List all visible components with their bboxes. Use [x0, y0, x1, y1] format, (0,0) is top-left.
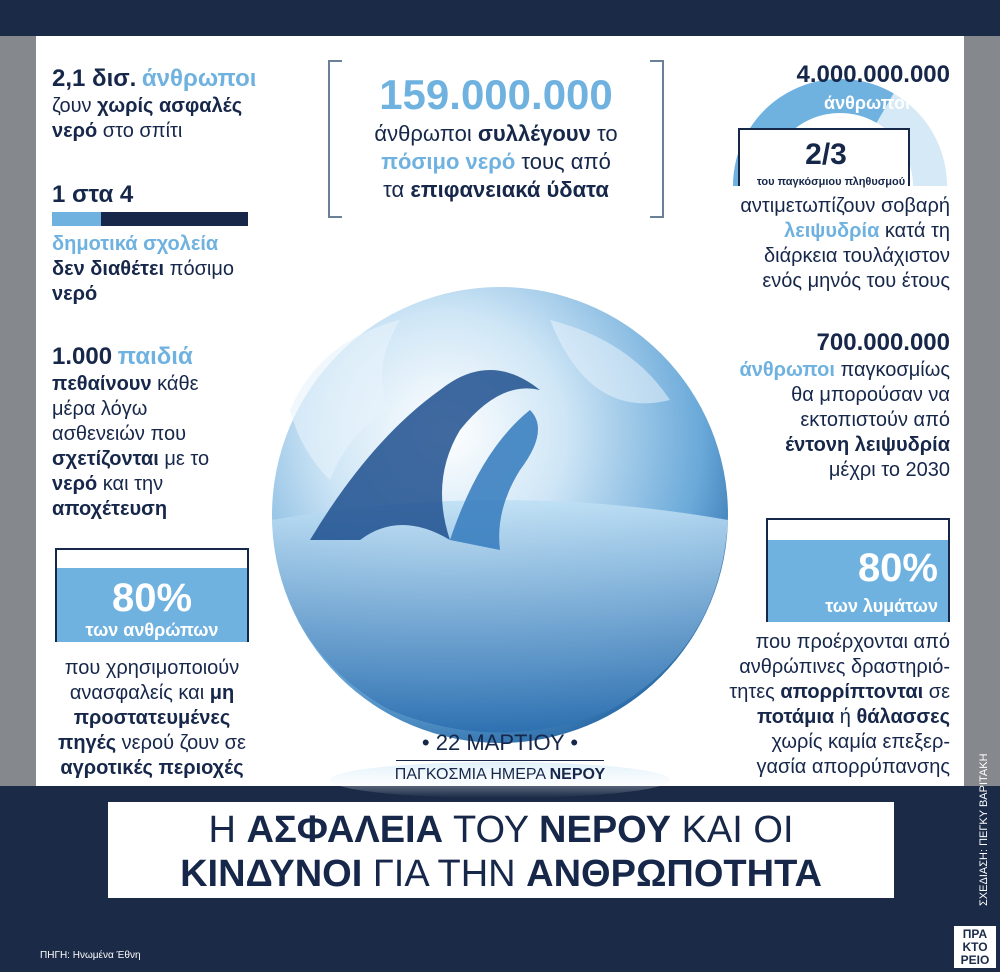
stat-text: εκτοπιστούν από — [800, 409, 950, 431]
stat-text-bold: πηγές — [58, 732, 117, 754]
stat-text-bold: μη — [209, 682, 235, 704]
ratio-bar-fill — [52, 212, 101, 226]
stat-text: τητες — [729, 681, 775, 703]
stat-text: γασία απορρύπανσης — [756, 756, 950, 778]
title-word: Η — [208, 809, 236, 851]
stat-text: τους από — [521, 149, 611, 174]
stat-children-deaths — [52, 342, 272, 522]
stat-number: 4.000.000.000 — [796, 61, 950, 88]
stat-text: παγκοσμίως — [840, 359, 950, 381]
stat-scarcity-text — [700, 194, 950, 294]
percent-label: των λυμάτων — [825, 596, 938, 616]
stat-text: μέρα λόγω — [52, 398, 148, 420]
stat-text-bold: νερό — [52, 283, 98, 305]
percent-box-sewage — [766, 518, 950, 622]
stat-text-bold: συλλέγουν — [477, 121, 591, 146]
bullet-right: • — [570, 730, 579, 755]
stat-number-large: 159.000.000 — [379, 71, 613, 118]
stat-text-blue: άνθρωποι — [739, 359, 835, 381]
publisher-logo: ΠΡΑ ΚΤΟ ΡΕΙΟ — [954, 926, 996, 968]
stat-text: που προέρχονται από — [755, 631, 950, 653]
stat-text: νερού ζουν σε — [121, 732, 246, 754]
stat-number: 700.000.000 — [816, 329, 950, 356]
percent-box-people — [55, 548, 249, 642]
stat-word: παιδιά — [117, 343, 193, 370]
title-banner — [108, 802, 894, 898]
title-word: ΤΟΥ — [452, 809, 529, 851]
fraction-value: 2/3 — [805, 138, 847, 171]
stat-number: 2,1 δισ. — [52, 65, 137, 92]
date-caption-text: ΠΑΓΚΟΣΜΙΑ ΗΜΕΡΑ — [394, 766, 546, 783]
stat-text: θα μπορούσαν να — [791, 384, 950, 406]
stat-displaced — [700, 328, 950, 483]
title-word-bold: ΚΙΝΔΥΝΟΙ — [180, 853, 363, 895]
stat-text: ζουν — [52, 95, 92, 117]
title-word: ΓΙΑ ΤΗΝ — [372, 853, 516, 895]
title-word-bold: ΑΝΘΡΩΠΟΤΗΤΑ — [526, 853, 822, 895]
stat-text: με το — [164, 448, 210, 470]
stat-text-bold: πεθαίνουν — [52, 373, 152, 395]
stat-text: που χρησιμοποιούν — [64, 657, 240, 679]
stat-text-bold: αγροτικές περιοχές — [60, 757, 244, 779]
stat-text-bold: θάλασσες — [856, 706, 950, 728]
stat-text: άνθρωποι — [374, 121, 472, 146]
stat-text-blue: δημοτικά σχολεία — [52, 233, 219, 255]
stat-text-blue: λειψυδρία — [784, 220, 880, 242]
title-word-bold: ΝΕΡΟΥ — [539, 809, 672, 851]
stat-word: άνθρωποι — [141, 65, 257, 92]
stat-schools — [52, 180, 272, 307]
top-frame-bar — [0, 0, 1000, 36]
percent-value: 80% — [857, 546, 938, 590]
stat-text-bold: σχετίζονται — [52, 448, 159, 470]
stat-text: κάθε — [157, 373, 199, 395]
date-caption-bold: ΝΕΡΟΥ — [549, 766, 606, 783]
stat-text: τα — [383, 177, 405, 202]
stat-sewage — [700, 630, 950, 780]
stat-text: μέχρι το 2030 — [828, 459, 950, 481]
stat-text-bold: νερό — [52, 473, 98, 495]
stat-text-bold: έντονη λειψυδρία — [785, 434, 950, 456]
stat-text: ή — [839, 706, 851, 728]
stat-text: αντιμετωπίζουν σοβαρή — [740, 195, 950, 217]
percent-label: των ανθρώπων — [85, 620, 219, 640]
stat-text: σε — [928, 681, 950, 703]
title-line-1 — [108, 808, 894, 852]
stat-text-bold: ποτάμια — [757, 706, 835, 728]
stat-text-blue: πόσιμο νερό — [381, 149, 516, 174]
stat-text-bold: απορρίπτονται — [780, 681, 924, 703]
stat-unsafe-sources — [44, 656, 260, 781]
stat-text: ασθενειών που — [52, 423, 187, 445]
stat-text: στο σπίτι — [102, 120, 183, 142]
date-day: 22 ΜΑΡΤΙΟΥ — [435, 730, 565, 755]
design-credit: ΣΧΕΔΙΑΣΗ: ΠΕΓΚΥ ΒΑΡΙΤΑΚΗ — [978, 753, 990, 906]
title-word: ΚΑΙ ΟΙ — [681, 809, 794, 851]
stat-text: το — [596, 121, 618, 146]
stat-number: 1.000 — [52, 343, 113, 370]
ratio-bar — [52, 212, 248, 226]
title-word-bold: ΑΣΦΑΛΕΙΑ — [246, 809, 444, 851]
stat-text: διάρκεια τουλάχιστον — [764, 245, 950, 267]
stat-word-white: άνθρωποι — [824, 93, 910, 113]
stat-text: χωρίς καμία επεξερ- — [771, 731, 950, 753]
stat-text-bold: χωρίς ασφαλές — [97, 95, 243, 117]
stat-text: ανθρώπινες δραστηριό- — [739, 656, 950, 678]
credit-column — [974, 726, 994, 910]
fraction-caption: του παγκόσμιου πληθυσμού — [756, 176, 906, 188]
title-line-2 — [108, 852, 894, 896]
stat-surface-water — [330, 70, 662, 204]
stat-ratio: 1 στα 4 — [52, 181, 134, 208]
stat-text: ανασφαλείς και — [69, 682, 205, 704]
stat-text-bold: προστατευμένες — [73, 707, 231, 729]
stat-text: και την — [102, 473, 164, 495]
stat-scarcity — [700, 60, 950, 116]
percent-value: 80% — [111, 576, 193, 620]
source-note: ΠΗΓΗ: Ηνωμένα Έθνη — [40, 950, 141, 961]
bullet-left: • — [421, 730, 430, 755]
stat-text: κατά τη — [884, 220, 950, 242]
date-caption — [340, 766, 660, 784]
stat-text: ενός μηνός του έτους — [762, 270, 950, 292]
stat-text-bold: επιφανειακά ύδατα — [410, 177, 609, 202]
date-divider — [396, 760, 604, 761]
stat-text-bold: δεν διαθέτει — [52, 258, 165, 280]
stat-text: πόσιμο — [169, 258, 235, 280]
date-line — [380, 730, 620, 756]
stat-text-bold: αποχέτευση — [52, 498, 168, 520]
water-globe-illustration — [250, 280, 750, 800]
stat-text-bold: νερό — [52, 120, 98, 142]
stat-no-safe-water — [52, 64, 272, 144]
